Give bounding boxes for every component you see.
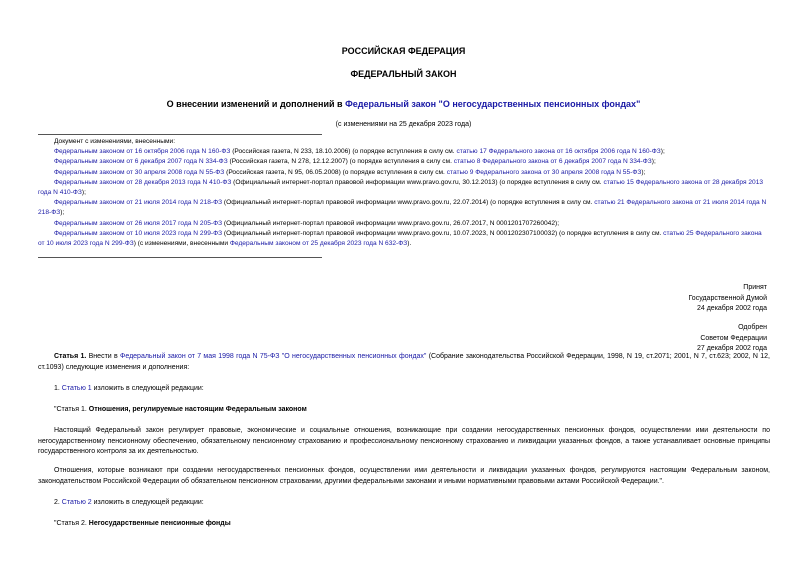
title-prefix: О внесении изменений и дополнений в xyxy=(166,99,346,109)
change-source: (Российская газета, N 233, 18.10.2006) (о порядке вступления в силу см. xyxy=(230,148,457,156)
country-heading: РОССИЙСКАЯ ФЕДЕРАЦИЯ xyxy=(341,46,466,56)
council-label: Советом Федерации xyxy=(700,334,767,342)
changes-intro: Документ с изменениями, внесенными: xyxy=(54,138,176,145)
change-law-link[interactable]: Федеральным законом от 26 июля 2017 года N 205-ФЗ xyxy=(54,219,223,227)
change-item: Федеральным законом от 28 декабря 2013 года N 410-ФЗ (Официальный интернет-портал правовой информации www.pravo.gov.ru, 30.12.2013) (о порядке вступления в силу см. статью 15 Федерального закона от 28 декабря 2013 года N 410-ФЗ); xyxy=(38,178,764,197)
change-source: (Официальный интернет-портал правовой информации www.pravo.gov.ru, 30.12.2013) (о порядке вступления в силу см. xyxy=(231,178,604,186)
change-source: (Официальный интернет-портал правовой информации www.pravo.gov.ru, 22.07.2014) (о порядке вступления в силу см. xyxy=(222,199,595,207)
quote-article-1: "Статья 1. Отношения, регулируемые настоящим Федеральным законом xyxy=(54,406,307,413)
change-law-link[interactable]: Федеральным законом от 21 июля 2014 года N 218-ФЗ xyxy=(54,199,223,207)
change-article-link[interactable]: статью 8 Федерального закона от 6 декабря 2007 года N 334-ФЗ xyxy=(453,158,652,166)
duma-label: Государственной Думой xyxy=(688,294,767,302)
accepted-label: Принят xyxy=(743,284,767,291)
item-2: 2. Статью 2 изложить в следующей редакции: xyxy=(54,499,204,506)
approved-label: Одобрен xyxy=(738,324,767,331)
article-2-link[interactable]: Статью 2 xyxy=(61,499,92,506)
quote-article-1-title: Отношения, регулируемые настоящим Федеральным законом xyxy=(88,406,307,413)
change-article-link[interactable]: статью 17 Федерального закона от 16 октября 2006 года N 160-ФЗ xyxy=(456,148,661,156)
change-law-link[interactable]: Федеральным законом от 16 октября 2006 года N 160-ФЗ xyxy=(54,148,231,156)
change-law-link[interactable]: Федеральным законом от 28 декабря 2013 года N 410-ФЗ xyxy=(54,178,232,186)
title-law-link[interactable]: Федеральный закон "О негосударственных пенсионных фондах" xyxy=(345,99,641,109)
change-item: Федеральным законом от 10 июля 2023 года N 299-ФЗ (Официальный интернет-портал правовой информации www.pravo.gov.ru, 10.07.2023, N 0001202307100032) (о порядке вступления в силу см. статью 25 Федерального закона от 10 июля 2023 года N 299-ФЗ) (с изменениями, внесенными Федеральным законом от 25 декабря 2023 года N 632-ФЗ). xyxy=(38,229,762,248)
change-item: Федеральным законом от 16 октября 2006 года N 160-ФЗ (Российская газета, N 233, 18.10.2006) (о порядке вступления в силу см. статью 17 Федерального закона от 16 октября 2006 года N 160-ФЗ); xyxy=(54,148,665,156)
change-source: (Российская газета, N 278, 12.12.2007) (о порядке вступления в силу см. xyxy=(227,158,454,166)
change-item: Федеральным законом от 21 июля 2014 года N 218-ФЗ (Официальный интернет-портал правовой информации www.pravo.gov.ru, 22.07.2014) (о порядке вступления в силу см. статью 21 Федерального закона от 21 июля 2014 года N 218-ФЗ); xyxy=(38,199,767,217)
council-approval xyxy=(697,323,767,355)
change-article-link[interactable]: статью 9 Федерального закона от 30 апреля 2008 года N 55-ФЗ xyxy=(446,168,642,176)
change-source: (Российская газета, N 95, 06.05.2008) (о порядке вступления в силу см. xyxy=(224,168,447,176)
council-date: 27 декабря 2002 года xyxy=(696,345,767,352)
paragraph-a: Настоящий Федеральный закон регулирует правовые, экономические и социальные отношения, возникающие при создании негосударственных пенсионных фондов, осуществлении ими деятельности по негосударственному пенсионному обеспечению, обязательному пенсионному страхованию и профессиональному пенсионному страхованию и ликвидации указанных фондов, а также устанавливает основные принципы государственного контроля за их деятельностью. xyxy=(38,427,770,456)
item-1: 1. Статью 1 изложить в следующей редакции: xyxy=(54,385,204,392)
change-article-link[interactable]: статью 21 Федерального закона от 21 июля 2014 года N 218-ФЗ xyxy=(38,199,767,217)
bottom-divider xyxy=(38,257,322,258)
change-law-link[interactable]: Федеральным законом от 6 декабря 2007 года N 334-ФЗ xyxy=(54,158,228,166)
quote-article-2: "Статья 2. Негосударственные пенсионные фонды xyxy=(54,520,231,527)
change-item xyxy=(38,219,770,229)
article-1-label: Статья 1. xyxy=(54,353,87,360)
change-amending-law-link[interactable]: Федеральным законом от 25 декабря 2023 года N 632-ФЗ xyxy=(229,240,408,248)
duma-date: 24 декабря 2002 года xyxy=(696,305,767,312)
law-title xyxy=(0,99,807,109)
quote-article-2-title: Негосударственные пенсионные фонды xyxy=(88,520,231,527)
duma-adoption xyxy=(688,283,767,315)
changes-block xyxy=(38,137,770,249)
top-divider xyxy=(38,134,322,135)
paragraph-b: Отношения, которые возникают при создании негосударственных пенсионных фондов, осуществлении ими деятельности и ликвидации указанных фондов, регулируются настоящим Федеральным законом, законодательством Российской Федерации об обязательном пенсионном страховании, другими федеральными законами и иными нормативными правовыми актами Российской Федерации.". xyxy=(38,467,770,485)
change-article-link[interactable]: статью 25 Федерального закона от 10 июля 2023 года N 299-ФЗ xyxy=(38,229,762,248)
doc-type-heading: ФЕДЕРАЛЬНЫЙ ЗАКОН xyxy=(350,69,457,79)
article-1: Статья 1. Внести в Федеральный закон от 7 мая 1998 года N 75-ФЗ "О негосударственных пенсионных фондах" (Собрание законодательства Российской Федерации, 1998, N 19, ст.2071; 2001, N 7, ст.623; 2002, N 12, ст.1093) следующие изменения и дополнения: xyxy=(38,353,770,371)
change-source: (Официальный интернет-портал правовой информации www.pravo.gov.ru, 26.07.2017, N 0001201707260042); xyxy=(222,219,560,227)
amendments-date: (с изменениями на 25 декабря 2023 года) xyxy=(335,121,472,128)
change-law-link[interactable]: Федеральным законом от 10 июля 2023 года N 299-ФЗ xyxy=(54,229,223,237)
change-item: Федеральным законом от 6 декабря 2007 года N 334-ФЗ (Российская газета, N 278, 12.12.2007) (о порядке вступления в силу см. статью 8 Федерального закона от 6 декабря 2007 года N 334-ФЗ); xyxy=(54,158,656,166)
change-article-link[interactable]: статью 15 Федерального закона от 28 декабря 2013 года N 410-ФЗ xyxy=(38,178,764,197)
change-law-link[interactable]: Федеральным законом от 30 апреля 2008 года N 55-ФЗ xyxy=(54,168,225,176)
base-law-link[interactable]: Федеральный закон от 7 мая 1998 года N 75-ФЗ "О негосударственных пенсионных фондах" xyxy=(120,353,427,360)
change-source: (Официальный интернет-портал правовой информации www.pravo.gov.ru, 10.07.2023, N 0001202307100032) (о порядке вступления в силу см. xyxy=(222,229,664,237)
change-item: Федеральным законом от 30 апреля 2008 года N 55-ФЗ (Российская газета, N 95, 06.05.2008) (о порядке вступления в силу см. статью 9 Федерального закона от 30 апреля 2008 года N 55-ФЗ); xyxy=(54,168,646,176)
article-1-link[interactable]: Статью 1 xyxy=(61,385,92,392)
